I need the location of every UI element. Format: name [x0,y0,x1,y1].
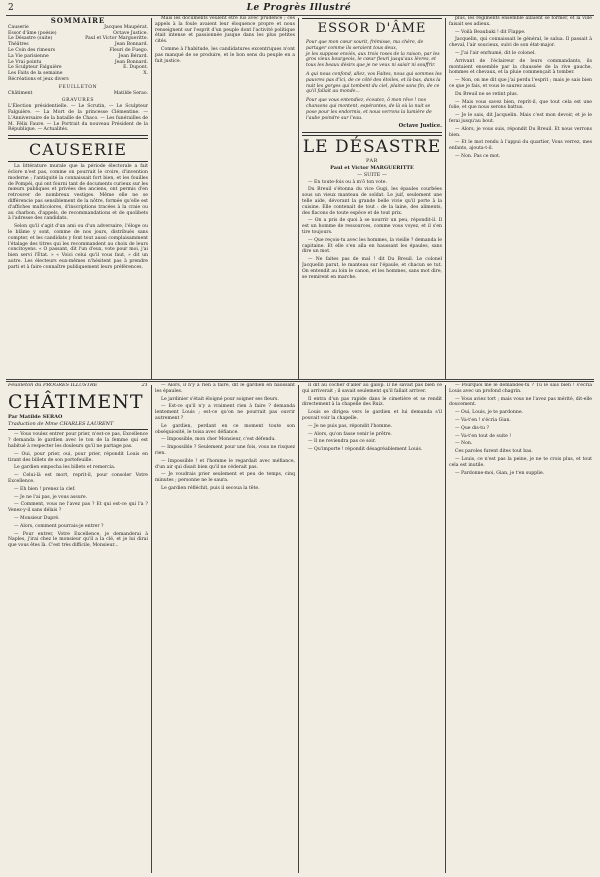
desastre-paragraph: — Voilà Beaubaki ! dit Flappe. [455,29,526,35]
chatiment-paragraph: Louis se dirigea vers le gardien et lui demanda s'il pouvait voir la chapelle. [302,410,442,421]
desastre-body [302,180,442,281]
desastre-heading: LE DÉSASTRE [302,137,442,158]
chatiment-paragraph: — Que dis-tu ? [455,425,490,431]
desastre-paragraph: — En toute-fois ou à m'ô ton vote. [308,179,387,185]
sommaire-item: Théâtres Jean Bonnard. [8,42,148,48]
causerie-paragraph: Selon qu'il s'agit d'un ami ou d'un adversaire, l'éloge ou le blâme y sont, comme de nos jours, distribués sans compter, et les candidats y font tout aussi complaisamment l'étalage des titres qui les recommandent au choix de leurs concitoyens. « O passant, dit l'un d'eux, vote pour moi, j'ai bien servi l'État. » « Voici celui qu'il vous faut, » dit un autre. Les électeurs eux-mêmes n'hésitent pas à prendre parti et à faire connaître publiquement leurs préférences. [8,224,148,270]
causerie-paragraph: Comme à l'habitude, les candidatures excentriques n'ont pas manqué de se produire, et le bon sens du peuple en a fait justice. [155,46,295,64]
chatiment-paragraph: — Alors, qu'on fasse venir le prêtre. [308,431,392,437]
desastre-paragraph: — On a pris de quoi à se nourrir un peu, répondit-il. Il est un homme de ressources, comme vous voyez, et il s'en tire toujours. [302,218,442,235]
sommaire-item: Le Sculpteur Falguière E. Dupont. [8,65,148,71]
chatiment-paragraph: Ces paroles furent dites tout bas. [455,449,533,455]
causerie-paragraph: La littérature murale que la période électorale a fait éclore n'est pas, comme on pourrait le croire, d'invention moderne ; l'antiquité la connaissait fort bien, et les fouilles de Pompéi, qui ont fourni tant de documents curieux sur les mœurs publiques et privées des anciens, ont permis d'en retrouver de nombreux vestiges. Même elle ne se différencie pas sensiblement de la nôtre, formée qu'elle est d'affiches multicolores, d'inscriptions tracées à la craie ou au charbon, d'appels, de recommandations et de quolibets à l'adresse des candidats. [8,164,148,222]
chatiment-paragraph: — Eh bien ! prenez la clef. [14,486,76,492]
desastre-paragraph: — Non. Pas ce mot. [455,153,501,159]
chatiment-paragraph: — Pourquoi me le demandes-tu ? Tu le sais bien ! s'écria Louis avec un profond chagrin. [449,383,592,394]
sommaire-item: La Vie parisienne Jean Bérard. [8,53,148,59]
newspaper-title: Le Progrès Illustré [246,3,352,13]
sommaire-item: Le Coin des rimeurs Fleuri de Fuego. [8,47,148,53]
desastre-paragraph: — Alors, je vous suis, répondit Du Breuil. Et nous verrons bien. [449,126,592,138]
chatiment-paragraph: — Il ne reviendra pas ce soir. [308,439,376,445]
chatiment-paragraph: — Non. [455,441,473,447]
col-desastre-continued [449,16,592,381]
chatiment-paragraph: — Impossible ? Seulement pour une fois, vous ne risquez rien. [155,445,295,456]
desastre-authors: Paul et Victor MARGUERITTE [330,164,414,171]
feuilleton-banner: Feuilleton du PROGRÈS ILLUSTRÉ [8,383,98,388]
chatiment-paragraph: — Va-t'en tout de suite ! [455,433,512,439]
chatiment-paragraph: — Vous voulez entrer pour prier, n'est-ce pas, Excellence ? demanda le gardien avec le ton de la femme qui est habitué à respecter les douleurs qu'il ne partage pas. [8,432,148,449]
feuilleton-entry: Châtiment Matilde Serao. [8,90,148,96]
desastre-paragraph: — Que reçois-tu avec les hommes, la vieille ? demanda le capitaine. Et elle s'en alla en haussant les épaules, sans dire un mot. [302,237,442,255]
sommaire-item: Essor d'âme (poésie) Octave Justice. [8,30,148,36]
desastre-suite: — SUITE — [357,171,387,178]
chatiment-paragraph: Le gardien empocha les billets et remercia. [14,465,116,471]
desastre-paragraph: — Mais vous savez bien, reprit-il, que tout cela est une folie, et que nous serons battus. [449,99,592,111]
causerie-heading: CAUSERIE [29,140,127,160]
essor-stanza: Pour que mon cœur sourit, frémisse, ma chère, de partager comme ils seraient tous deux, je les suppose enviés, aux trois roses de la raison, par les gros vieux bourgeois, le cœur fleuri jusqu'aux lèvres, et tous les beaux désirs que je ne veux ni saisir ni souffrir. [306,40,440,69]
col-causerie-continued [155,16,295,381]
chatiment-paragraph: — Alors, comment pourrais-je entrer ? [14,523,104,529]
desastre-by: PAR [365,158,379,165]
chatiment-heading: CHÂTIMENT [8,390,144,413]
sommaire-extra: Récréations et jeux divers [8,76,69,82]
chatiment-paragraph: — Impossible, mon cher Monsieur, c'est défendu. [161,437,276,443]
desastre-paragraph: — J'ai l'air enrhumé, dit le colonel. [455,50,536,56]
feuilleton-col-1 [8,383,148,873]
chatiment-paragraph: Il dit au cocher d'aller au galop. Il ne savait pas bien ce qui arriverait ; il savait seulement qu'il fallait arriver. [302,383,442,394]
essor-heading: ESSOR D'ÂME [317,21,427,36]
feuilleton-label: FEUILLETON [58,84,98,90]
chatiment-translation: Traduction de Mme CHARLES LAURENT [8,420,114,427]
chatiment-paragraph: — Oui, pour prier, oui, pour prier, répondit Louis en tirant des billets de son portefeuille. [8,451,148,463]
causerie-paragraph: Mais les documents veulent être lus avec prudence ; ces appels à la foule avaient leur éloquence propre et nous renseignent sur l'esprit d'un peuple dont l'activité politique était intense et passionnée jusque dans les plus petites cités. [155,16,295,45]
sommaire-item: Les Faits de la semaine X. [8,71,148,77]
chatiment-paragraph: — Est-ce qu'il n'y a vraiment rien à faire ? demanda lentement Louis ; est-ce qu'on ne pourrait pas ouvrir autrement ? [155,404,295,421]
chatiment-paragraph: Le gardien réfléchit, puis il secoua la tête. [161,485,260,491]
sommaire-item: Le Vrai pointu Jean Bonnard. [8,59,148,65]
masthead [8,2,592,14]
chatiment-paragraph: — Monsieur Dupré. [14,515,60,521]
sommaire-item: Le Désastre (suite) Paul et Victor Margueritte. [8,36,148,42]
chatiment-paragraph: — Louis, ce n'est pas la peine, je ne te crois plus, et tout cela est inutile. [449,456,592,468]
chatiment-paragraph: Le gardien, perdant en ce moment toute son obséquiosité, le toisa avec défiance. [155,423,295,435]
feuilleton-col-3 [302,383,442,873]
chatiment-paragraph: — Vous aviez tort ; mais vous ne l'avez pas mérité, dit-elle doucement. [449,396,592,408]
feuilleton-number: 21 [141,383,148,388]
col-essor-desastre [302,16,442,381]
desastre-paragraph: — Non, on me dit que j'ai perdu l'esprit ; mais je sais bien ce que je fais, et vous le saurez aussi. [449,78,592,89]
gravures-label: GRAVURES [61,98,95,104]
sommaire-item: Causerie Jacques Maupérat. [8,24,148,30]
page-number: 2 [8,3,14,13]
desastre-paragraph: Du Breuil ne se retint plus. [455,91,519,97]
essor-stanza: Pour que vous entendiez, écoutez, ô mon rêve ! nos chansons qui montent, espérantes, de là où la nuit se pose pour les endormis, et nous verrons la lumière de l'aube poindre sur l'eau. [306,98,432,121]
chatiment-paragraph: — Je voudrais prier seulement et peu de temps, cinq minutes ; personne ne le saura. [155,472,295,484]
gravures-text: L'Élection présidentielle. — Le Scrutin, — Le Sculpteur Falguière. — La Mort de la princesse Clémentine. — L'Anniversaire de la bataille de Chaco. — Les funérailles de M. Félix Faure. — Le Portrait du nouveau Président de la République. — Actualités. [8,104,148,133]
chatiment-paragraph: — Pardonne-moi, Gian, je t'en supplie. [455,470,545,476]
sommaire-heading: SOMMAIRE [50,16,106,25]
chatiment-paragraph: Le jardinier s'était éloigné pour soigner ses fleurs. [161,396,279,402]
chatiment-paragraph: — Pour entrer, Votre Excellence, je demanderai à Naples, j'irai chez le monsieur qu'il a la clé, et je lui dirai que vous êtes là. C'est très difficile, Monsieur... [8,531,148,549]
essor-signature: Octave Justice. [398,123,442,130]
chatiment-paragraph: Il entra d'un pas rapide dans le cimetière et se rendit directement à la chapelle des Ruiz. [302,396,442,408]
desastre-paragraph: Du Breuil s'étonna du vice Gugi, les épaules courbées sous un vieux manteau de soldat. Le juif, seulement une telle aide, dévorant la grande belle vivie qu'il porte à la cuisine. Elle contenait de tout : de la laine, des aliments, des flacons de toute espèce et de tout prix. [302,187,442,216]
sommaire-list [8,25,148,77]
desastre-paragraph: Jacquelin, qui connaissait le général, le salua. Il passait à cheval, l'air soucieux, suivi de son état-major. [449,37,592,49]
essor-stanza: A qui nous confond, allez, vos Faites, nous qui sommes les pauvres pas d'ici, de ce côté des étoiles, et là-bas, dans la nuit les gorges qui tombent du ciel, plaine sans fin, de ce qu'il fallait au monde... [306,71,442,95]
chatiment-paragraph: — Je ne puis pas, répondit l'homme. [308,423,392,429]
essor-poem [302,40,442,121]
desastre-paragraph: plus, les régiments ensemble allaient se former, et la ville faisait ses adieux. [449,16,592,27]
chatiment-paragraph: — Alors, il n'y a rien à faire, dit le gardien en haussant les épaules. [155,383,295,394]
desastre-paragraph: — Et le mot rendu à l'appui du quartier, Vous verrez, mes enfants, ajouta-t-il. [449,140,592,152]
desastre-paragraph: — Ne faites pas de mal ! dit Du Breuil. Le colonel Jacquelin parut, le manteau sur l'épaule, et chacun se tut. On entendit au loin le canon, et les hommes, sans mot dire, se remirent en marche. [302,257,442,280]
chatiment-paragraph: — Je ne l'ai pas, je vous assure. [14,494,88,500]
chatiment-paragraph: — Qu'importe ! répondit désagréablement Louis. [308,447,423,453]
chatiment-paragraph: — Comment, vous ne l'avez pas ? Et qui est-ce qui l'a ? Venez-y-il sans délais ? [8,502,148,514]
causerie-body [8,164,148,270]
col-sommaire-causerie [8,16,148,381]
feuilleton-col-4 [449,383,592,873]
chatiment-byline: Par Matilde SERAO [8,413,63,420]
chatiment-paragraph: — Impossible ! et l'homme le regardait avec méfiance, d'un air qui disait bien qu'il ne céderait pas. [155,458,295,470]
desastre-paragraph: — Je le sais, dit Jacquelin. Mais c'est mon devoir, et je le ferai jusqu'au bout. [449,113,592,124]
chatiment-paragraph: — Celui-là est mort, reprit-il, pour consoler Votre Excellence. [8,473,148,484]
desastre-paragraph: Arrivant de l'éclaireur de leurs commandants, ils montaient ensemble par la chaussée de la rive gauche, hommes et chevaux, et la pluie commençait à tomber. [449,58,592,76]
chatiment-paragraph: — Va-t'en ! s'écria Gian. [455,417,511,423]
chatiment-paragraph: — Oui, Louis, je te pardonne. [455,410,523,416]
feuilleton-col-2 [155,383,295,873]
